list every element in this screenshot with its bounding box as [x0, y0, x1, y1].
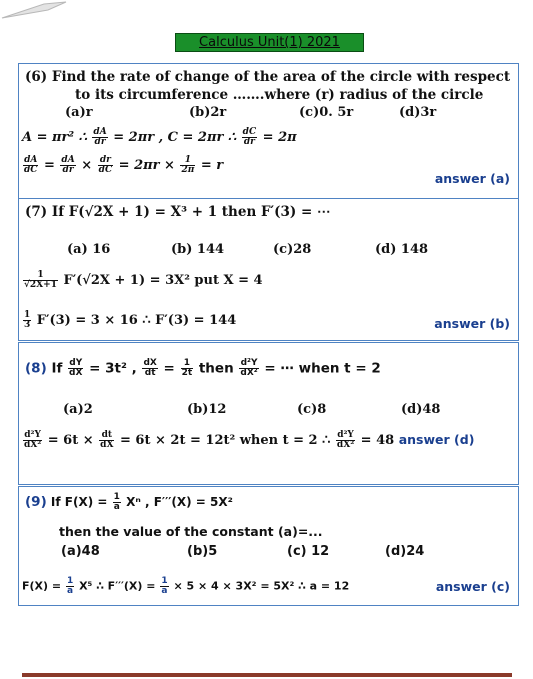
question-number: (6) — [25, 69, 48, 85]
question-text: Find the rate of change of the area of the circle with respect — [51, 69, 511, 85]
fraction-1-sqrt: $\frac{1}{√2X+1}$ — [24, 270, 57, 290]
option-b: (b)2r — [189, 105, 227, 120]
option-c: (c)0. 5r — [299, 105, 354, 120]
fraction-dA-dC: $\frac{dA}{dC}$ — [24, 155, 38, 175]
option-b: (b) 144 — [171, 242, 225, 257]
fraction-1-3: $\frac{1}{3}$ — [24, 310, 31, 330]
fraction-1-2t: $\frac{1}{2t}$ — [181, 358, 193, 378]
option-a: (a)r — [65, 105, 93, 120]
question-box-6-7 — [18, 63, 519, 341]
question-text: If F(√2X + 1) = X³ + 1 then F′(3) = ⋯ — [51, 204, 331, 220]
option-d: (d)24 — [385, 544, 425, 559]
divider — [19, 198, 518, 199]
fraction-dX-dt: $\frac{dX}{dt}$ — [143, 358, 157, 378]
answer-label: answer (b) — [434, 316, 510, 331]
question-8: (8) If $\frac{dY}{dX}$ = 3t² , $\frac{dX}{dt}$ = $\frac{1}{2t}$ then $\frac{\text{d²Y}}{\text{dX²}}$ = ⋯ when t = 2 — [25, 358, 381, 378]
option-d: (d)48 — [401, 402, 441, 417]
fraction-dr-dC: $\frac{dr}{dC}$ — [98, 155, 113, 175]
question-7 — [25, 204, 330, 220]
fraction-dY-dX: $\frac{dY}{dX}$ — [69, 358, 83, 378]
option-c: (c) 12 — [287, 544, 330, 559]
answer-label: answer (d) — [398, 432, 475, 447]
fraction-dt-dX: $\frac{dt}{dX}$ — [100, 430, 114, 450]
question-number: (7) — [25, 204, 48, 220]
q6-solution-line1: A = πr² ∴ $\frac{dA}{dr}$ = 2πr , C = 2πr ∴ $\frac{dC}{dr}$ = 2π — [22, 127, 297, 147]
option-b: (b)5 — [187, 544, 218, 559]
option-c: (c)8 — [297, 402, 327, 417]
question-9: (9) If F(X) = $\frac{1}{a}$ Xⁿ , F′′′(X) = 5X² — [25, 492, 233, 512]
q8-solution: $\frac{\text{d²Y}}{\text{dX²}}$ = 6t × $\frac{dt}{dX}$ = 6t × 2t = 12t² when t = 2 ∴ $\frac{\text{d²Y}}{\text{dX²}}$ = 48 answer (d) — [24, 430, 475, 450]
q6-solution-line2: $\frac{dA}{dC}$ = $\frac{dA}{dr}$ × $\frac{dr}{dC}$ = 2πr × $\frac{1}{2\pi}$ = r — [24, 155, 224, 175]
option-a: (a)2 — [63, 402, 93, 417]
fraction-dC-dr: $\frac{dC}{dr}$ — [242, 127, 257, 147]
page-title: Calculus Unit(1) 2021 — [175, 33, 364, 52]
fraction-1-a: $\frac{1}{a}$ — [113, 492, 120, 512]
option-a: (a)48 — [61, 544, 100, 559]
question-9-text-line2: then the value of the constant (a)=... — [59, 524, 323, 539]
fraction-1-a: $\frac{1}{a}$ — [66, 576, 74, 596]
question-6 — [25, 69, 510, 85]
fraction-dA-dr: $\frac{dA}{dr}$ — [93, 127, 107, 147]
bottom-bar — [22, 673, 512, 677]
question-number: (9) — [25, 494, 47, 510]
answer-label: answer (a) — [434, 171, 510, 186]
question-box-8 — [18, 342, 519, 485]
option-d: (d)3r — [399, 105, 437, 120]
option-b: (b)12 — [187, 402, 227, 417]
q7-solution-line1: $\frac{1}{√2X+1}$ F′(√2X + 1) = 3X² put X = 4 — [24, 270, 263, 290]
option-a: (a) 16 — [67, 242, 111, 257]
fraction-1-a: $\frac{1}{a}$ — [161, 576, 168, 596]
option-c: (c)28 — [273, 242, 312, 257]
fraction-d2Y-dX2: $\frac{\text{d²Y}}{\text{dX²}}$ — [24, 430, 42, 450]
fraction-d2Y-dX2: $\frac{\text{d²Y}}{\text{dX²}}$ — [336, 430, 355, 450]
answer-label: answer (c) — [435, 579, 510, 594]
fraction-d2Y-dX2: $\frac{\text{d²Y}}{\text{dX²}}$ — [240, 358, 258, 378]
fraction-1-2pi: $\frac{1}{2\pi}$ — [181, 155, 195, 175]
option-d: (d) 148 — [375, 242, 429, 257]
q7-solution-line2: $\frac{1}{3}$ F′(3) = 3 × 16 ∴ F′(3) = 144 — [24, 310, 237, 330]
question-number: (8) — [25, 360, 47, 377]
q9-solution: F(X) = $\frac{1}{a}$ X⁵ ∴ F′′′(X) = $\frac{1}{a}$ × 5 × 4 × 3X² = 5X² ∴ a = 12 — [22, 576, 350, 596]
fraction-dA-dr: $\frac{dA}{dr}$ — [61, 155, 75, 175]
question-box-9 — [18, 486, 519, 606]
corner-pen-logo — [0, 0, 70, 22]
question-6-text-line2: to its circumference …….where (r) radius of the circle — [75, 87, 484, 103]
